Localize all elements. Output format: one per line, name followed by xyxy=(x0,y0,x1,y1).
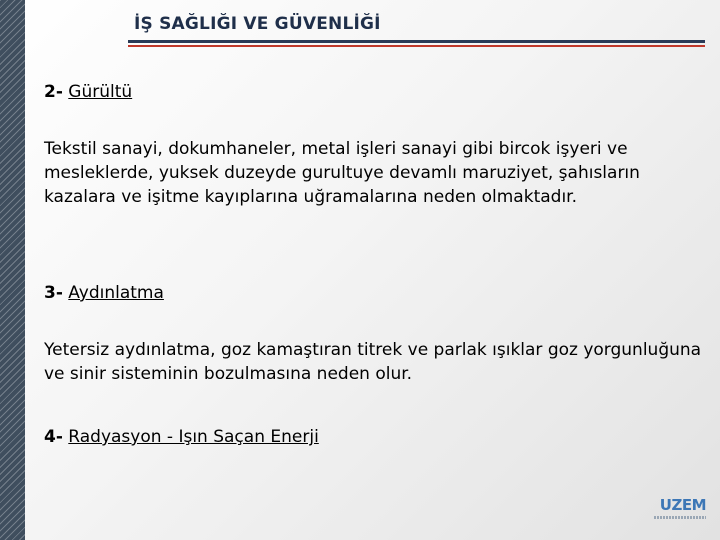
decorative-side-stripe xyxy=(0,0,25,540)
uzem-logo xyxy=(652,494,706,526)
section-heading-lighting xyxy=(44,281,164,305)
section-number: 3- xyxy=(44,283,63,303)
section-heading-text: Aydınlatma xyxy=(68,283,164,303)
logo-wordmark: UZEM xyxy=(659,496,706,514)
slide-title: İŞ SAĞLIĞI VE GÜVENLİĞİ xyxy=(134,14,381,34)
section-heading-text: Gürültü xyxy=(68,82,133,102)
logo-subtitle-lines xyxy=(654,516,706,519)
title-underline-blue xyxy=(128,40,705,43)
section-heading-noise xyxy=(44,80,132,104)
section-number: 2- xyxy=(44,82,63,102)
section-paragraph-noise: Tekstil sanayi, dokumhaneler, metal işleri sanayi gibi bircok işyeri ve mesleklerde, yuksek duzeyde gurultuye devamlı maruziyet, şahısların kazalara ve işitme kayıplarına uğramalarına neden olmaktadır. xyxy=(44,139,640,207)
section-heading-text: Radyasyon - Işın Saçan Enerji xyxy=(68,427,319,447)
section-heading-radiation xyxy=(44,425,319,449)
section-paragraph-lighting: Yetersiz aydınlatma, goz kamaştıran titrek ve parlak ışıklar goz yorgunluğuna ve sinir sisteminin bozulmasına neden olur. xyxy=(44,340,702,384)
title-underline-red xyxy=(128,45,705,47)
section-number: 4- xyxy=(44,427,63,447)
